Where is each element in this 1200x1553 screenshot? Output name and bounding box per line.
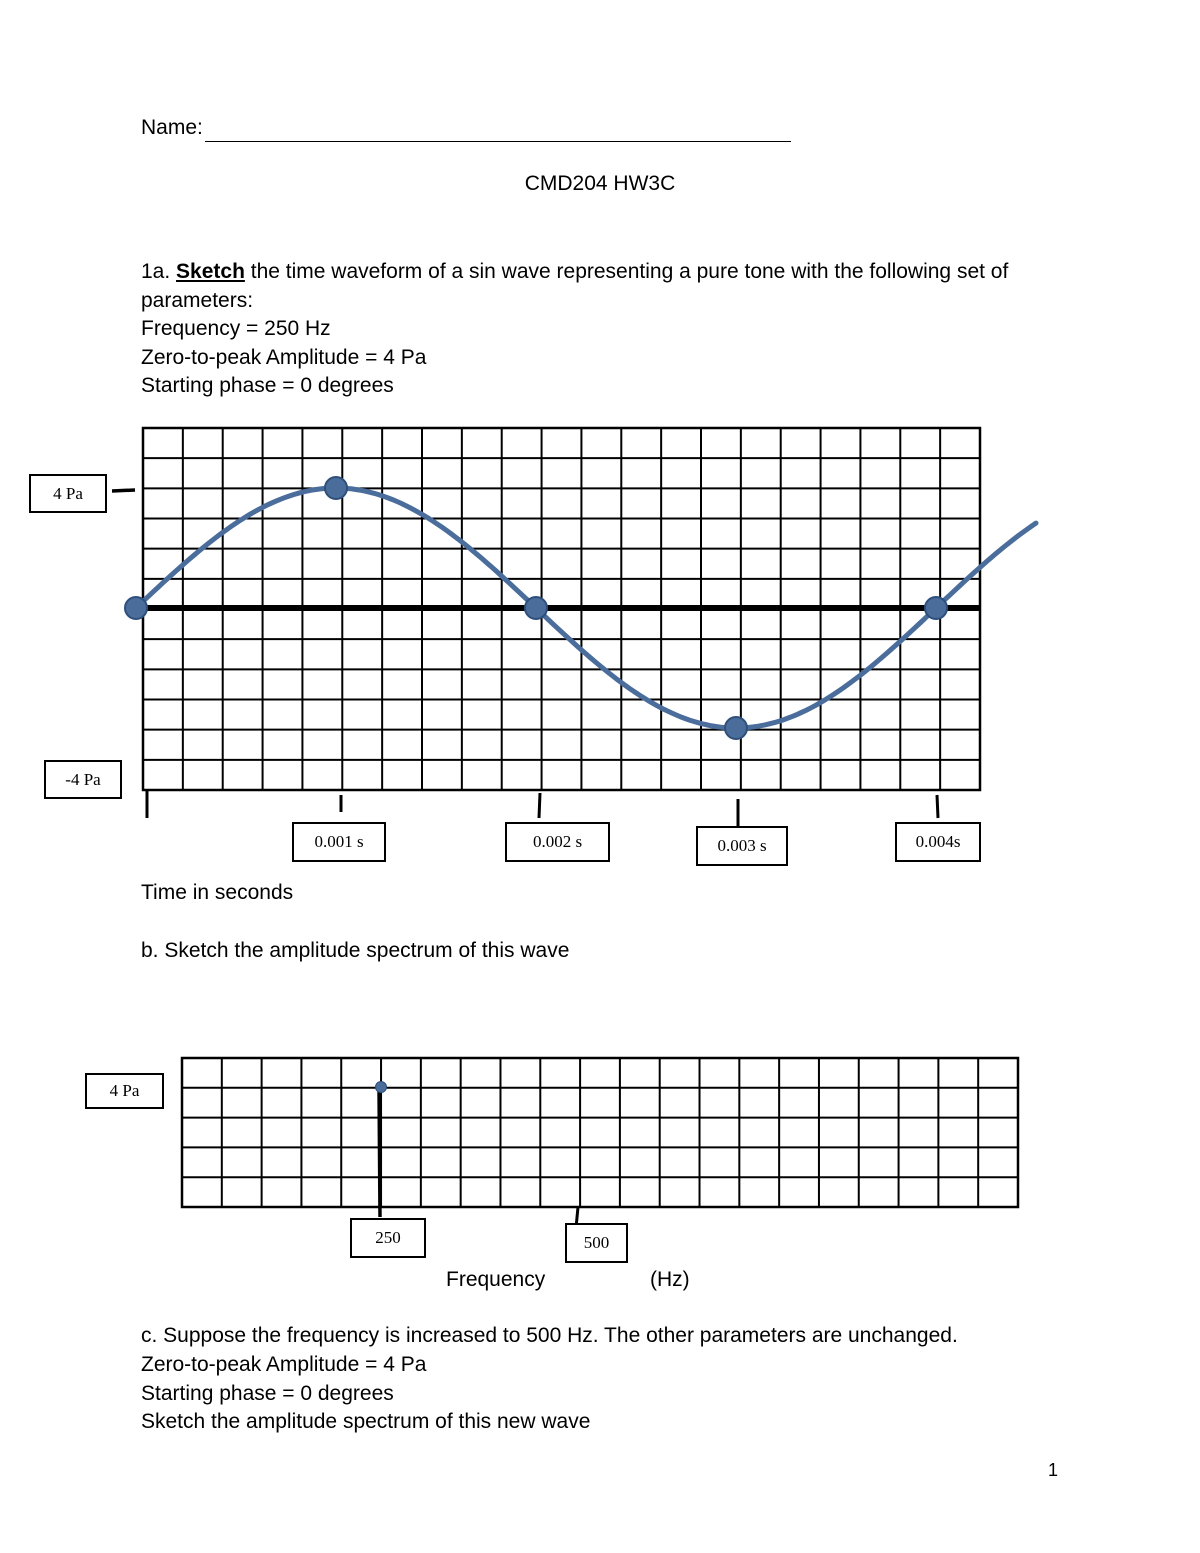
course-title: CMD204 HW3C — [524, 172, 676, 195]
x-axis-title: Time in seconds — [141, 881, 294, 904]
q1c-line1: c. Suppose the frequency is increased to 500 Hz. The other parameters are unchanged. — [141, 1324, 958, 1347]
q1c-line2: Zero-to-peak Amplitude = 4 Pa — [141, 1353, 427, 1376]
q1a-number: 1a. — [141, 260, 177, 283]
y-label-top: 4 Pa — [29, 474, 107, 513]
spectrum-y-label: 4 Pa — [85, 1073, 164, 1109]
spectrum-x-tick-label: 250 — [350, 1218, 426, 1258]
spectrum-x-title: Frequency — [446, 1268, 546, 1291]
page-number: 1 — [1048, 1460, 1059, 1480]
spectrum-grid-border — [182, 1058, 1018, 1207]
q1a-rest: the time waveform of a sin wave representing a pure tone with the following set of — [244, 260, 1009, 283]
x-tick-label: 0.003 s — [696, 826, 788, 866]
x-tick-label: 0.002 s — [505, 822, 610, 862]
x-tick-label: 0.001 s — [292, 822, 386, 862]
q1b-prompt: b. Sketch the amplitude spectrum of this wave — [141, 939, 570, 962]
q1a-line3: Frequency = 250 Hz — [141, 317, 331, 340]
q1a-line5: Starting phase = 0 degrees — [141, 374, 394, 397]
spectrum-x-unit: (Hz) — [650, 1268, 690, 1291]
name-label: Name: — [141, 116, 203, 139]
spectrum-x-tick-label: 500 — [565, 1223, 628, 1263]
q1a-line2: parameters: — [141, 289, 254, 312]
q1a-line4: Zero-to-peak Amplitude = 4 Pa — [141, 346, 427, 369]
y-label-bottom: -4 Pa — [44, 760, 122, 799]
q1a-sketch-word: Sketch — [176, 260, 245, 283]
x-tick-label: 0.004s — [895, 822, 981, 862]
q1c-line4: Sketch the amplitude spectrum of this new wave — [141, 1410, 591, 1433]
spectrum-line — [379, 1087, 380, 1217]
q1c-line3: Starting phase = 0 degrees — [141, 1382, 394, 1405]
spectrum-point — [376, 1082, 387, 1093]
